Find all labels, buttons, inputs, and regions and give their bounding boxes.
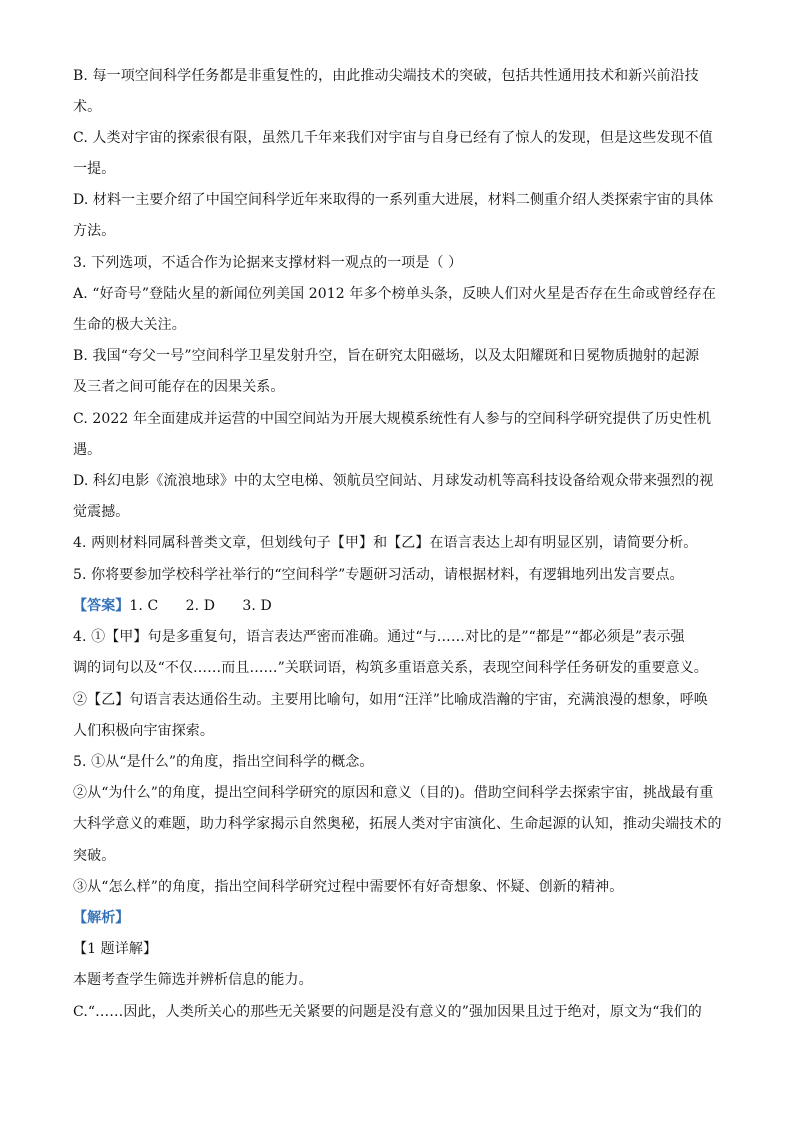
answer-line (73, 596, 734, 616)
answer-4-line-3: ②【乙】句语言表达通俗生动。主要用比喻句，如用“汪洋”比喻成浩瀚的宇宙，充满浪漫的想象，呼唤 (73, 692, 708, 708)
analysis-label: 【解析】 (73, 910, 130, 926)
q3-option-d-line-2: 觉震撼。 (73, 504, 130, 520)
q3-option-a-line-1: A. “好奇号”登陆火星的新闻位列美国 2012 年多个榜单头条，反映人们对火星是否存在生命或曾经存在 (73, 286, 716, 302)
option-d-line-1: D. 材料一主要介绍了中国空间科学近年来取得的一系列重大进展，材料二侧重介绍人类探索宇宙的具体 (73, 192, 714, 208)
option-c-line-2: 一提。 (73, 161, 116, 177)
question-4: 4. 两则材料同属科普类文章，但划线句子【甲】和【乙】在语言表达上却有明显区别，请简要分析。 (73, 535, 698, 551)
q3-option-a-line-2: 生命的极大关注。 (73, 317, 186, 333)
answer-label: 【答案】 (73, 598, 130, 614)
answer-5-line-3: 大科学意义的难题，助力科学家揭示自然奥秘，拓展人类对宇宙演化、生命起源的认知，推动尖端技术的 (73, 816, 722, 832)
detail-line-1: 本题考查学生筛选并辨析信息的能力。 (73, 972, 313, 988)
option-d-line-2: 方法。 (73, 223, 116, 239)
answer-5-line-5: ③从“怎么样”的角度，指出空间科学研究过程中需要怀有好奇想象、怀疑、创新的精神。 (73, 879, 624, 895)
q3-option-c-line-2: 遇。 (73, 442, 102, 458)
detail-label: 【1 题详解】 (73, 941, 158, 957)
answer-5-line-4: 突破。 (73, 848, 116, 864)
answer-5-line-2: ②从“为什么”的角度，提出空间科学研究的原因和意义（目的)。借助空间科学去探索宇宙，挑战最有重 (73, 785, 714, 801)
question-5: 5. 你将要参加学校科学社举行的“空间科学”专题研习活动，请根据材料，有逻辑地列出发言要点。 (73, 567, 684, 583)
answer-4-line-4: 人们积极向宇宙探索。 (73, 723, 214, 739)
answer-4-line-2: 调的词句以及“不仅……而且……”关联词语，构筑多重语意关系，表现空间科学任务研发的重要意义。 (73, 660, 708, 676)
q3-option-c-line-1: C. 2022 年全面建成并运营的中国空间站为开展大规模系统性有人参与的空间科学研究提供了历史性机 (73, 411, 712, 427)
q3-option-d-line-1: D. 科幻电影《流浪地球》中的太空电梯、领航员空间站、月球发动机等高科技设备给观众带来强烈的视 (73, 473, 714, 489)
option-b-line-2: 术。 (73, 99, 102, 115)
detail-line-2: C.“……因此，人类所关心的那些无关紧要的问题是没有意义的”强加因果且过于绝对，原文为“我们的 (73, 1004, 702, 1020)
q3-option-b-line-1: B. 我国“夸父一号”空间科学卫星发射升空，旨在研究太阳磁场，以及太阳耀斑和日冕物质抛射的起源 (73, 348, 700, 364)
answer-text: 1. C 2. D 3. D (129, 598, 272, 614)
answer-4-line-1: 4. ①【甲】句是多重复句，语言表达严密而准确。通过“与……对比的是”“都是”“都必须是”表示强 (73, 629, 685, 645)
answer-5-line-1: 5. ①从“是什么”的角度，指出空间科学的概念。 (73, 754, 374, 770)
q3-option-b-line-2: 及三者之间可能存在的因果关系。 (73, 379, 285, 395)
option-c-line-1: C. 人类对宇宙的探索很有限，虽然几千年来我们对宇宙与自身已经有了惊人的发现，但是这些发现不值 (73, 130, 713, 146)
option-b-line-1: B. 每一项空间科学任务都是非重复性的，由此推动尖端技术的突破，包括共性通用技术和新兴前沿技 (73, 68, 699, 84)
question-3: 3. 下列选项，不适合作为论据来支撑材料一观点的一项是（ ） (73, 255, 463, 271)
